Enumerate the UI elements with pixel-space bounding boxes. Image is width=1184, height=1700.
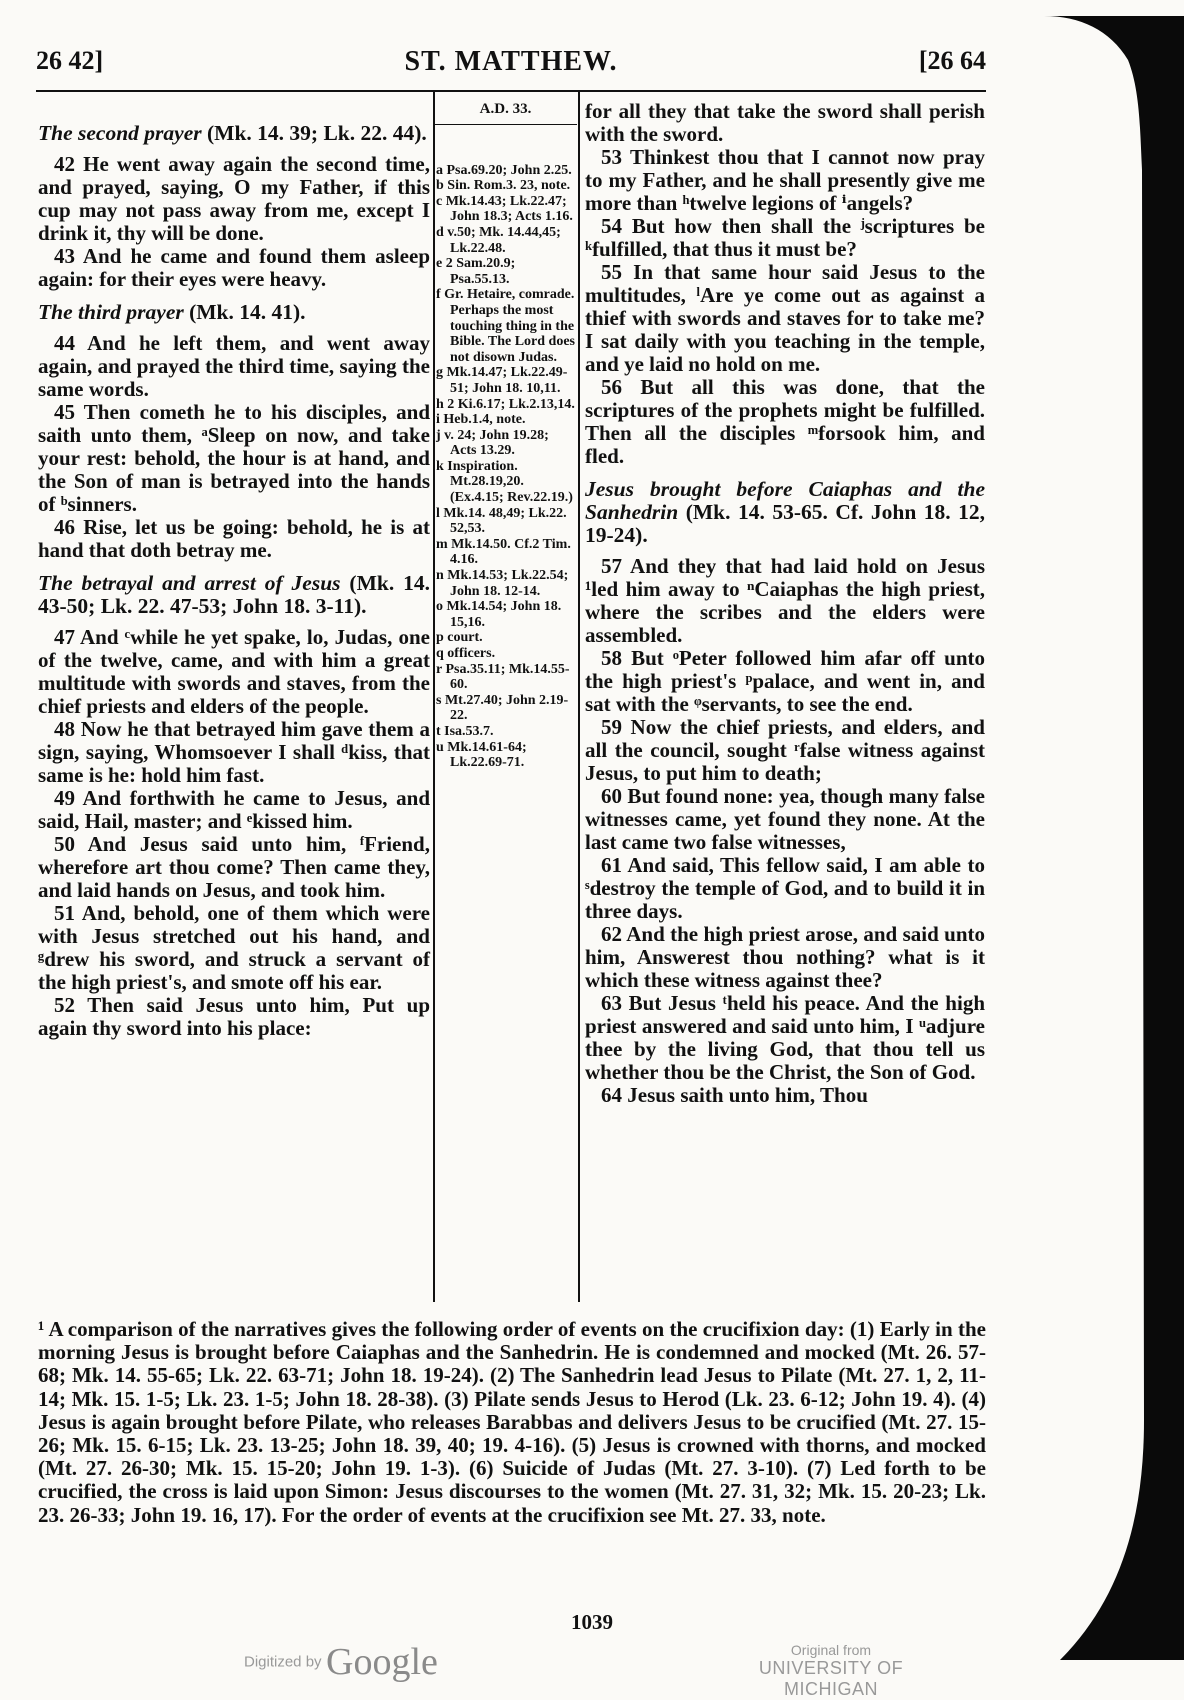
column-divider-right	[578, 92, 580, 1302]
footnote: ¹ A comparison of the narratives gives the following order of events on the crucifixion day: (1) Early in the morning Jesus is brought before Caiaphas and the Sanhedrin. He is condemned and mocked (Mt. 26. 57-68; Mk. 14. 55-65; Lk. 22. 63-71; John 18. 19-24). (2) The Sanhedrin lead Jesus to Pilate (Mt. 27. 1, 2, 11-14; Mk. 15. 1-5; Lk. 23. 1-5; John 18. 28-38). (3) Pilate sends Jesus to Herod (Lk. 23. 6-12; John 19. 4). (4) Jesus is again brought before Pilate, who releases Barabbas and delivers Jesus to be crucified (Mt. 27. 15-26; Mk. 15. 6-15; Lk. 23. 13-25; John 18. 39, 40; 19. 4-16). (5) Jesus is crowned with thorns, and mocked (Mt. 27. 26-30; Mk. 15. 15-20; John 19. 1-3). (6) Suicide of Judas (Mt. 27. 3-10). (7) Led forth to be crucified, the cross is laid upon Simon: Jesus discourses to the women (Mt. 27. 31, 32; Mk. 15. 20-23; Lk. 23. 26-33; John 19. 16, 17). For the order of events at the crucifixion see Mt. 27. 33, note.	[38, 1317, 986, 1527]
header-right-ref: [26 64	[918, 46, 986, 75]
verse: 42 He went away again the second time, and prayed, saying, O my Father, if this cup may not pass away from me, except I drink it, thy will be done.	[38, 152, 430, 245]
verse: 46 Rise, let us be going: behold, he is at hand that doth betray me.	[38, 515, 430, 562]
section-reference: (Mk. 14. 53-65. Cf. John 18. 12, 19-24).	[585, 500, 985, 547]
google-logo: Google	[326, 1641, 438, 1683]
marginal-notes-column	[434, 96, 577, 771]
original-from-watermark	[716, 1642, 946, 1700]
verse: 62 And the high priest arose, and said unto him, Answerest thou nothing? what is it which these witness against thee?	[585, 922, 985, 992]
cross-reference-note: e 2 Sam.20.9; Psa.55.13.	[436, 256, 516, 287]
book-binding-shadow	[1040, 0, 1184, 1700]
verse: 52 Then said Jesus unto him, Put up again thy sword into his place:	[38, 993, 430, 1040]
cross-reference-note: l Mk.14. 48,49; Lk.22. 52,53.	[436, 505, 567, 537]
cross-reference-note: q officers.	[436, 646, 496, 661]
verse: 44 And he left them, and went away again, and prayed the third time, saying the same words.	[38, 331, 430, 401]
section-reference: (Mk. 14. 39; Lk. 22. 44).	[201, 121, 427, 145]
section-reference: (Mk. 14. 41).	[183, 300, 306, 324]
header-rule	[36, 90, 986, 92]
section-title: The third prayer	[38, 300, 184, 324]
verse: 53 Thinkest thou that I cannot now pray to my Father, and he shall presently give me more than ʰtwelve legions of ⁱangels?	[585, 145, 985, 215]
verse: 45 Then cometh he to his disciples, and saith unto them, ᵃSleep on now, and take your rest: behold, the hour is at hand, and the Son of man is betrayed into the hands of ᵇsinners.	[38, 400, 430, 516]
verse: 61 And said, This fellow said, I am able to ˢdestroy the temple of God, and to build it in three days.	[585, 853, 985, 923]
section-heading	[38, 301, 430, 324]
cross-reference-note: t Isa.53.7.	[436, 723, 494, 739]
header-left-ref: 26 42]	[36, 46, 104, 75]
verse: 50 And Jesus said unto him, ᶠFriend, wherefore art thou come? Then came they, and laid hands on Jesus, and took him.	[38, 832, 430, 902]
verse: 49 And forthwith he came to Jesus, and said, Hail, master; and ᵉkissed him.	[38, 786, 430, 833]
cross-reference-note: i Heb.1.4, note.	[436, 412, 526, 428]
verse: 58 But ᵒPeter followed him afar off unto the high priest's ᵖpalace, and went in, and sat with the ᵠservants, to see the end.	[585, 646, 985, 716]
cross-reference-note: m Mk.14.50. Cf.2 Tim. 4.16.	[436, 536, 571, 568]
verse: 63 But Jesus ᵗheld his peace. And the high priest answered and said unto him, I ᵘadjure thee by the living God, that thou tell us whether thou be the Christ, the Son of God.	[585, 991, 985, 1084]
cross-reference-note: p court.	[436, 630, 483, 646]
section-reference: (Mk. 14. 43-50; Lk. 22. 47-53; John 18. 3-11).	[38, 571, 430, 618]
cross-reference-list	[434, 163, 577, 771]
verse: 54 But how then shall the ʲscriptures be ᵏfulfilled, that thus it must be?	[585, 214, 985, 261]
verse: 57 And they that had laid hold on Jesus ¹led him away to ⁿCaiaphas the high priest, where the scribes and the elders were assembled.	[585, 554, 985, 647]
cross-reference-note: o Mk.14.54; John 18. 15,16.	[436, 599, 562, 630]
verse: 59 Now the chief priests, and elders, and all the council, sought ʳfalse witness against Jesus, to put him to death;	[585, 715, 985, 785]
section-heading	[585, 478, 985, 547]
section-heading	[38, 122, 430, 145]
cross-reference-note: c Mk.14.43; Lk.22.47; John 18.3; Acts 1.16.	[436, 193, 573, 225]
original-from-label: Original from	[790, 1642, 872, 1658]
left-text-column	[38, 112, 430, 1040]
verse: 55 In that same hour said Jesus to the multitudes, ˡAre ye come out as against a thief with swords and staves for to take me? I sat daily with you teaching in the temple, and ye laid no hold on me.	[585, 260, 985, 376]
header-book-title: ST. MATTHEW.	[404, 46, 618, 77]
verse: 64 Jesus saith unto him, Thou	[601, 1083, 868, 1107]
cross-reference-note: k Inspiration. Mt.28.19,20. (Ex.4.15; Rev.22.19.)	[436, 458, 573, 506]
cross-reference-note: h 2 Ki.6.17; Lk.2.13,14.	[436, 396, 575, 412]
section-heading	[38, 572, 430, 618]
verse-continuation: for all they that take the sword shall perish with the sword.	[585, 99, 985, 146]
cross-reference-note: f Gr. Hetaire, comrade. Perhaps the most touching thing in the Bible. The Lord does not disown Judas.	[436, 287, 575, 365]
verse: 47 And ᶜwhile he yet spake, lo, Judas, one of the twelve, came, and with him a great multitude with swords and staves, from the chief priests and elders of the people.	[38, 625, 430, 718]
cross-reference-note: r Psa.35.11; Mk.14.55-60.	[436, 661, 570, 693]
cross-reference-note: s Mt.27.40; John 2.19-22.	[436, 692, 569, 724]
section-title: Jesus brought before Caiaphas and the Sanhedrin	[585, 477, 985, 524]
section-title: The betrayal and arrest of Jesus	[38, 571, 341, 595]
right-text-column	[585, 100, 985, 1107]
digitized-by-label: Digitized by	[244, 1653, 322, 1671]
institution-label: UNIVERSITY OF MICHIGAN	[758, 1658, 904, 1699]
cross-reference-note: j v. 24; John 19.28; Acts 13.29.	[436, 427, 549, 459]
verse: 51 And, behold, one of them which were with Jesus stretched out his hand, and ᵍdrew his sword, and struck a servant of the high priest's, and smote off his ear.	[38, 901, 430, 994]
cross-reference-note: a Psa.69.20; John 2.25.	[436, 162, 572, 178]
verse: 48 Now he that betrayed him gave them a sign, saying, Whomsoever I shall ᵈkiss, that same is he: hold him fast.	[38, 717, 430, 787]
cross-reference-note: u Mk.14.61-64; Lk.22.69-71.	[436, 739, 527, 771]
cross-reference-note: g Mk.14.47; Lk.22.49-51; John 18. 10,11.	[436, 365, 568, 396]
verse: 56 But all this was done, that the scriptures of the prophets might be fulfilled. Then all the disciples ᵐforsook him, and fled.	[585, 375, 985, 468]
cross-reference-note: d v.50; Mk. 14.44,45; Lk.22.48.	[436, 224, 561, 256]
cross-reference-note: b Sin. Rom.3. 23, note.	[436, 178, 571, 194]
running-header	[36, 46, 986, 86]
cross-reference-note: n Mk.14.53; Lk.22.54; John 18. 12-14.	[436, 568, 569, 599]
verse: 60 But found none: yea, though many false witnesses came, yet found they none. At the last came two false witnesses,	[585, 784, 985, 854]
verse: 43 And he came and found them asleep again: for their eyes were heavy.	[38, 244, 430, 291]
page-number: 1039	[571, 1610, 613, 1634]
digitized-by-watermark	[244, 1640, 438, 1684]
date-label: A.D. 33.	[434, 96, 577, 125]
section-title: The second prayer	[38, 121, 202, 145]
